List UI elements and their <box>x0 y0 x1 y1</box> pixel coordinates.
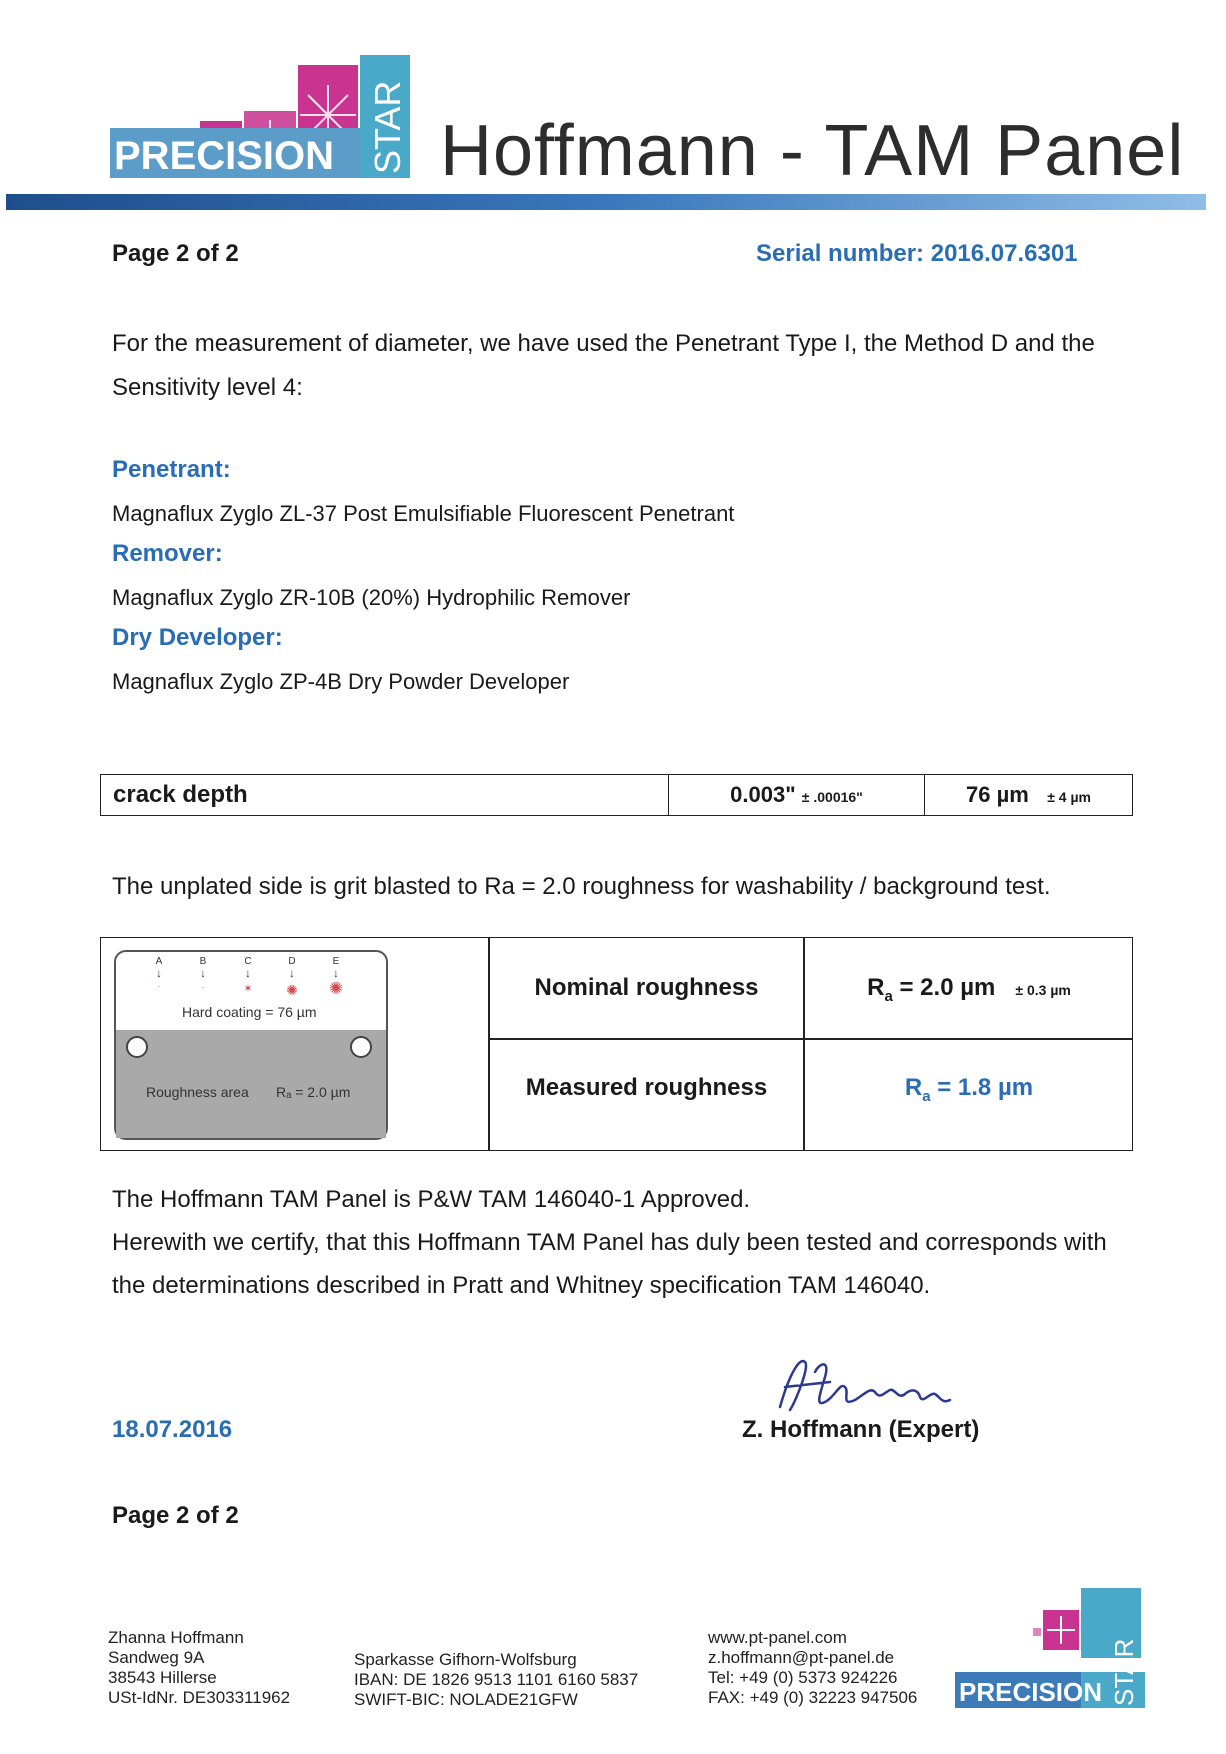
footer-bank-line: IBAN: DE 1826 9513 1101 6160 5837 <box>354 1670 639 1689</box>
unplated-note: The unplated side is grit blasted to Ra = 2.0 roughness for washability / background test. <box>112 873 1051 900</box>
nominal-r-subscript: a <box>884 987 893 1005</box>
page-number-bottom: Page 2 of 2 <box>112 1502 239 1529</box>
nominal-r-symbol: R <box>867 974 885 1001</box>
measured-r-symbol: R <box>904 1074 923 1101</box>
crack-star-icon: ✺ <box>286 982 298 998</box>
precision-star-logo-wordmark <box>110 80 410 178</box>
developer-label: Dry Developer: <box>112 624 283 651</box>
measured-roughness-value <box>805 1074 1133 1105</box>
handwritten-signature <box>770 1352 970 1422</box>
footer-website: www.pt-panel.com <box>708 1628 847 1647</box>
footer-email: z.hoffmann@pt-panel.de <box>708 1648 895 1667</box>
crack-depth-inch-value: 0.003" <box>730 782 796 807</box>
roughness-area-value: Rₐ = 2.0 µm <box>276 1084 351 1100</box>
brand-title: Hoffmann - TAM Panel <box>440 111 1185 191</box>
footer-phone: Tel: +49 (0) 5373 924226 <box>708 1668 898 1687</box>
footer-bank-line: Sparkasse Gifhorn-Wolfsburg <box>354 1650 577 1669</box>
crack-depth-label: crack depth <box>113 781 248 808</box>
page-number-top: Page 2 of 2 <box>112 240 239 267</box>
footer-fax: FAX: +49 (0) 32223 947506 <box>708 1688 918 1707</box>
intro-paragraph: For the measurement of diameter, we have used the Penetrant Type I, the Method D and the Sensitivity level 4: <box>112 330 1095 401</box>
roughness-area-label: Roughness area <box>146 1084 249 1100</box>
diagram-letter-e: E <box>332 956 340 967</box>
footer-address-line: Sandweg 9A <box>108 1648 205 1667</box>
table-divider <box>803 938 805 1150</box>
approved-line: The Hoffmann TAM Panel is P&W TAM 146040-1 Approved. <box>112 1186 751 1213</box>
measured-value: = 1.8 µm <box>930 1074 1034 1101</box>
approval-paragraph <box>112 1178 1142 1307</box>
developer-value: Magnaflux Zyglo ZP-4B Dry Powder Developer <box>112 669 570 694</box>
signature-text: Hoffmann <box>770 1352 775 1353</box>
crack-star-icon: ✶ <box>243 983 253 995</box>
table-divider <box>488 938 490 1150</box>
logo-text-precision: PRECISION <box>114 134 335 178</box>
measured-roughness-label: Measured roughness <box>525 1074 768 1101</box>
footer-bank <box>354 1650 638 1710</box>
crack-star-icon: · <box>157 982 161 991</box>
crack-depth-um-value: 76 µm <box>966 782 1029 807</box>
footer-bank-line: SWIFT-BIC: NOLADE21GFW <box>354 1690 578 1709</box>
measured-r-subscript: a <box>922 1087 931 1105</box>
header-rule <box>6 194 1206 210</box>
logo-text-star: STAR <box>367 80 408 174</box>
hard-coating-label: Hard coating = 76 µm <box>182 1004 317 1020</box>
footer-logo-text-star: STAR <box>1109 1638 1139 1706</box>
crack-depth-inch-tolerance: ± .00016" <box>801 789 863 805</box>
crack-depth-um-cell <box>925 775 1132 815</box>
footer-address <box>108 1628 290 1708</box>
diagram-letter-d: D <box>288 956 296 967</box>
remover-label: Remover: <box>112 540 223 567</box>
crack-star-icon: ✺ <box>328 979 344 998</box>
nominal-roughness-label: Nominal roughness <box>534 974 759 1001</box>
diagram-letter-a: A <box>155 956 163 967</box>
diagram-letter-b: B <box>199 956 207 967</box>
nominal-roughness-value <box>805 974 1133 1005</box>
crack-star-icon: · <box>201 982 205 992</box>
arrow-down-icon: ↓ <box>245 966 251 980</box>
certify-text: Herewith we certify, that this Hoffmann TAM Panel has duly been tested and corresponds with the determinations described in Pratt and Whitney specification TAM 146040. <box>112 1229 1107 1299</box>
signer-name: Z. Hoffmann (Expert) <box>742 1416 980 1443</box>
roughness-table <box>100 937 1133 1151</box>
diagram-letter-c: C <box>244 956 252 967</box>
table-divider <box>488 1038 1132 1040</box>
penetrant-value: Magnaflux Zyglo ZL-37 Post Emulsifiable Fluorescent Penetrant <box>112 501 735 526</box>
serial-number: Serial number: 2016.07.6301 <box>756 240 1078 267</box>
mounting-hole-left <box>126 1036 148 1058</box>
crack-depth-um-tolerance: ± 4 µm <box>1047 789 1091 805</box>
mounting-hole-right <box>350 1036 372 1058</box>
crack-depth-table <box>100 774 1133 816</box>
footer-address-line: Zhanna Hoffmann <box>108 1628 244 1647</box>
footer-contact <box>708 1628 917 1708</box>
crack-depth-inch-cell <box>669 775 925 815</box>
footer-logo-wordmark <box>955 1638 1145 1708</box>
arrow-down-icon: ↓ <box>156 966 162 980</box>
penetrant-label: Penetrant: <box>112 456 231 483</box>
nominal-tolerance: ± 0.3 µm <box>1015 982 1071 998</box>
footer-address-line: 38543 Hillerse <box>108 1668 217 1687</box>
tam-panel-diagram <box>114 950 388 1140</box>
arrow-down-icon: ↓ <box>200 966 206 980</box>
footer-address-line: USt-IdNr. DE303311962 <box>108 1688 291 1707</box>
document-date: 18.07.2016 <box>112 1416 233 1443</box>
nominal-value: = 2.0 µm <box>892 974 996 1001</box>
footer-logo-text-precision: PRECISION <box>959 1677 1103 1707</box>
arrow-down-icon: ↓ <box>333 966 339 980</box>
arrow-down-icon: ↓ <box>289 966 295 980</box>
remover-value: Magnaflux Zyglo ZR-10B (20%) Hydrophilic Remover <box>112 585 631 610</box>
